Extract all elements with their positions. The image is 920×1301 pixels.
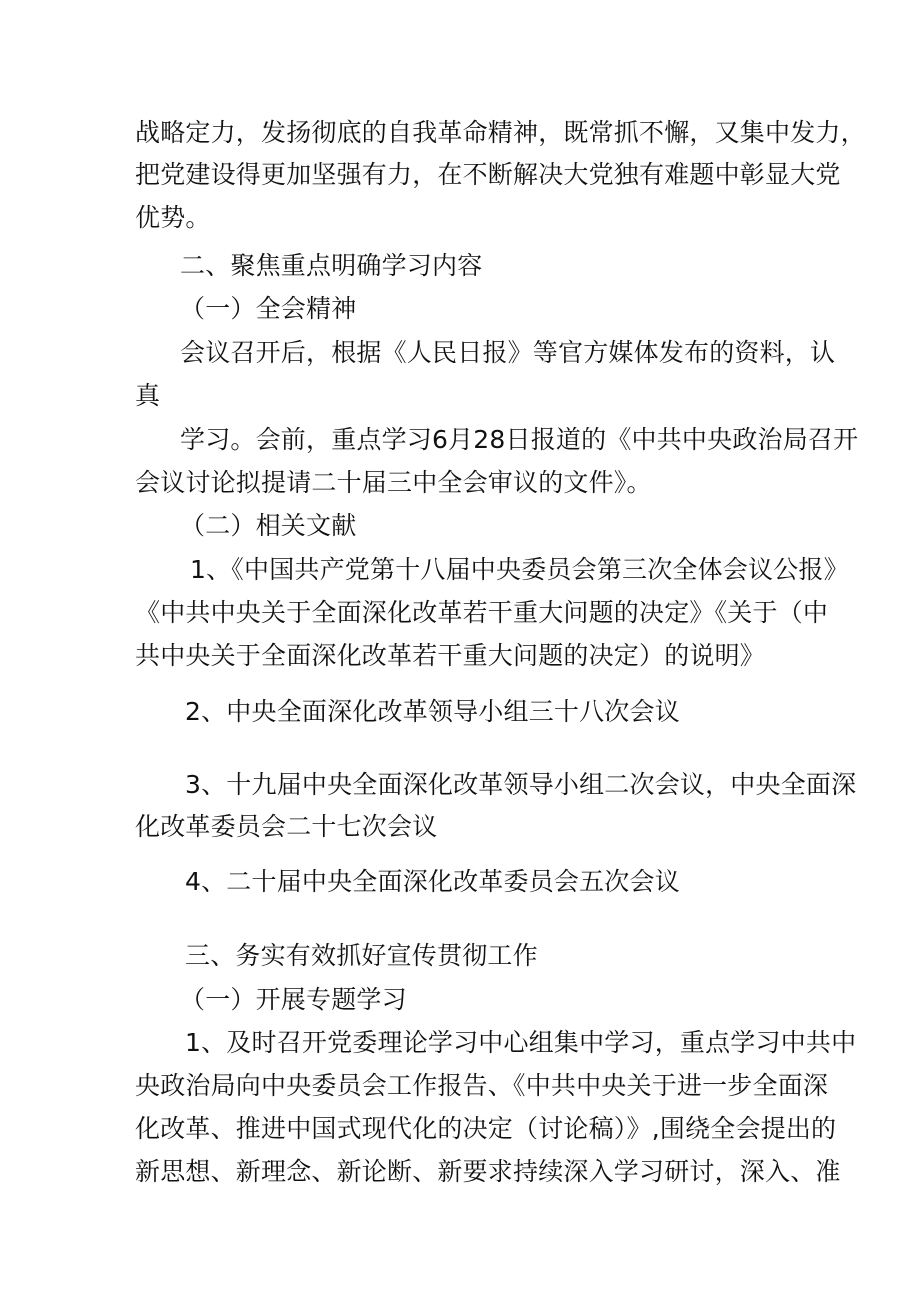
list-item: 3、十九届中央全面深化改革领导小组二次会议，中央全面深: [185, 770, 857, 799]
list-item-continuation: 央政治局向中央委员会工作报告、《中共中央关于进一步全面深: [135, 1071, 829, 1100]
paragraph-line: 学习。会前，重点学习6月28日报道的《中共中央政治局召开: [180, 425, 859, 454]
list-item-continuation: 化改革、推进中国式现代化的决定（讨论稿）》,围绕全会提出的: [135, 1114, 837, 1143]
subsection-heading: （二）相关文献: [180, 511, 357, 540]
list-item: 1、及时召开党委理论学习中心组集中学习，重点学习中共中: [185, 1028, 857, 1057]
list-item: 4、二十届中央全面深化改革委员会五次会议: [185, 867, 680, 896]
subsection-heading: （一）全会精神: [180, 294, 357, 323]
list-item-continuation: 《中共中央关于全面深化改革若干重大问题的决定》《关于（中: [135, 598, 829, 627]
list-item-continuation: 新思想、新理念、新论断、新要求持续深入学习研讨，深入、准: [135, 1157, 841, 1186]
list-item: 2、中央全面深化改革领导小组三十八次会议: [185, 697, 680, 726]
paragraph-line: 会议讨论拟提请二十届三中全会审议的文件》。: [135, 468, 652, 497]
paragraph-line: 优势。: [135, 203, 211, 232]
list-item-continuation: 化改革委员会二十七次会议: [135, 812, 438, 841]
list-item-continuation: 共中央关于全面深化改革若干重大问题的决定）的说明》: [135, 641, 766, 670]
list-item: 1、《中国共产党第十八届中央委员会第三次全体会议公报》: [190, 555, 849, 584]
paragraph-line: 把党建设得更加坚强有力，在不断解决大党独有难题中彰显大党: [135, 160, 841, 189]
subsection-heading: （一）开展专题学习: [180, 985, 407, 1014]
section-heading: 三、务实有效抓好宣传贯彻工作: [185, 941, 538, 970]
paragraph-line: 真: [135, 381, 161, 410]
paragraph-line: 战略定力，发扬彻底的自我革命精神，既常抓不懈，又集中发力，: [135, 118, 866, 147]
section-heading: 二、聚焦重点明确学习内容: [180, 251, 483, 280]
paragraph-line: 会议召开后，根据《人民日报》等官方媒体发布的资料，认: [180, 338, 836, 367]
